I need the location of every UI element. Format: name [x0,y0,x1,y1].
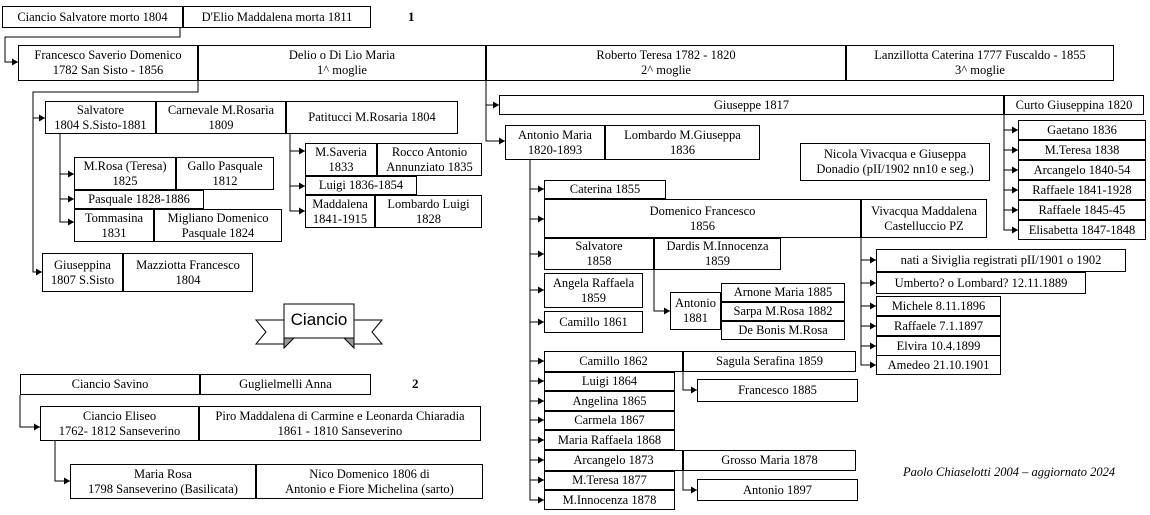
person-box-maddalena-1841 [305,195,375,228]
person-text-line: Ciancio Savino [71,377,149,391]
person-text-line: Piro Maddalena di Carmine e Leonarda Chiaradia [215,408,465,423]
person-box-dardis [654,238,781,270]
person-box-mteresa-1838 [1018,140,1146,160]
person-box-angelina [544,391,675,411]
person-text-line: Camillo 1862 [579,354,648,368]
person-text-line: 1859 [581,290,606,305]
person-box-gallo [176,157,274,190]
person-box-antonio-1897 [697,479,858,501]
connector-line [290,134,305,211]
person-text-line: 1881 [683,311,708,325]
person-text-line: M.Teresa 1877 [572,473,647,487]
person-text-line: M.Teresa 1838 [1044,142,1120,157]
person-box-carmela [544,411,675,430]
person-text-line: Maria Rosa [134,466,192,481]
connector-line [683,471,697,490]
person-box-delio-maddalena [183,6,371,28]
person-box-luigi-1864 [544,372,675,391]
person-text-line: Elisabetta 1847-1848 [1028,222,1136,237]
person-text-line: Angelina 1865 [572,393,647,408]
person-box-grosso [683,450,856,471]
person-text-line: 1812 [212,173,238,188]
person-text-line: Sagula Serafina 1859 [716,354,823,368]
person-box-patitucci [286,101,458,134]
person-text-line: Ciancio Salvatore morto 1804 [17,9,168,24]
person-text-line: Sarpa M.Rosa 1882 [733,304,833,318]
person-text-line: Mazziotta Francesco [136,257,240,272]
person-text-line: Nicola Vivacqua e Giuseppa [823,147,967,161]
person-box-arcangelo-1840 [1018,160,1146,180]
connector-line [1004,115,1018,230]
person-box-mazziotta [123,253,253,292]
person-box-nicola-vivacqua [800,143,990,181]
person-text-line: Migliano Domenico [167,210,269,225]
person-text-line: Pasquale 1824 [181,225,255,240]
person-box-salvatore-1858 [544,238,654,270]
person-box-luigi-1836 [305,176,417,195]
person-text-line: Rocco Antonio [391,144,468,159]
person-text-line: Delio o Di Lio Maria [288,48,396,62]
person-text-line: Roberto Teresa 1782 - 1820 [596,48,736,62]
person-text-line: Lanzillotta Caterina 1777 Fuscaldo - 1855 [874,48,1086,62]
person-text-line: Grosso Maria 1878 [721,453,818,467]
person-text-line: Lombardo Luigi [387,196,470,211]
person-box-arcangelo-1873 [544,450,683,471]
person-box-mteresa-1877 [544,471,675,490]
person-text-line: Lombardo M.Giuseppa [624,127,741,142]
person-text-line: 1831 [101,225,127,240]
person-text-line: Francesco 1885 [738,383,817,397]
person-box-sarpa [721,302,845,321]
person-text-line: Domenico Francesco [649,203,756,218]
person-text-line: Umberto? o Lombard? 12.11.1889 [894,275,1068,290]
person-box-salvatore-1804 [45,101,156,134]
person-box-maria-raffaela [544,430,675,450]
person-box-elisabetta [1018,220,1146,240]
person-text-line: 1820-1893 [527,142,583,157]
person-text-line: Raffaele 7.1.1897 [894,318,983,333]
person-text-line: Arcangelo 1873 [573,453,654,467]
person-text-line: 1828 [416,211,441,226]
person-box-mrosa-teresa [74,157,176,190]
person-box-amedeo [876,355,1001,375]
person-box-sagula [683,351,856,372]
person-text-line: Luigi 1864 [581,374,638,388]
person-text-line: Antonio [675,296,716,310]
person-box-raffaele-1841 [1018,180,1146,200]
author-credit: Paolo Chiaselotti 2004 – aggiornato 2024 [903,465,1116,479]
connector-line [60,134,74,222]
person-box-elvira [876,336,1001,356]
connector-line [530,160,544,500]
person-text-line: Caterina 1855 [569,182,641,196]
person-text-line: Carnevale M.Rosaria [167,102,275,117]
person-text-line: 1833 [328,159,354,174]
person-box-raffaele-1897 [876,316,1001,336]
person-text-line: Patitucci M.Rosaria 1804 [308,110,436,124]
person-box-maria-rosa [70,464,256,499]
person-text-line: Gallo Pasquale [187,158,263,173]
person-text-line: nati a Siviglia registrati pII/1901 o 1902 [900,253,1102,267]
section-label-1: 1 [408,9,415,24]
person-box-francesco-saverio [18,45,198,81]
banner-title: Ciancio [290,310,348,329]
person-text-line: 1809 [208,117,234,132]
person-text-line: 1836 [670,142,695,157]
person-text-line: Tommasina [84,210,144,225]
person-text-line: Guglielmelli Anna [239,377,332,391]
person-box-nati-siviglia [876,249,1126,272]
person-text-line: 3^ moglie [955,63,1005,77]
person-text-line: Giuseppina [54,257,111,272]
person-box-caterina-1855 [544,180,666,199]
connector-line [55,441,70,481]
person-text-line: Gaetano 1836 [1047,122,1117,137]
person-box-ciancio-savino [20,374,200,395]
person-text-line: Vivacqua Maddalena [871,203,977,218]
connector-line [654,270,670,311]
person-box-lombardo-mg [605,125,760,160]
person-box-rocco [377,143,482,176]
person-text-line: De Bonis M.Rosa [738,323,828,337]
person-text-line: Curto Giuseppina 1820 [1015,97,1133,112]
person-box-angela-raffaela [544,273,643,308]
person-box-guglielmelli [200,374,371,395]
person-box-tommasina [74,209,154,242]
person-box-raffaele-1845 [1018,200,1146,220]
person-text-line: Elvira 10.4.1899 [896,338,981,353]
person-text-line: Donadio (pII/1902 nn10 e seg.) [816,162,974,176]
person-box-antonio-1881 [670,292,721,330]
person-box-debonis [721,321,845,340]
person-box-minnocenza [544,490,675,510]
person-text-line: Maria Raffaela 1868 [557,432,662,447]
person-text-line: Nico Domenico 1806 di [309,466,430,481]
person-text-line: Ciancio Eliseo [82,408,157,423]
person-box-lanzillotta [846,45,1114,81]
person-text-line: Castelluccio PZ [884,218,964,233]
person-text-line: Camillo 1861 [559,314,628,329]
person-text-line: 1782 San Sisto - 1856 [52,63,164,77]
person-box-carnevale [156,101,286,134]
person-text-line: 1859 [705,254,730,268]
person-text-line: Angela Raffaela [552,275,635,290]
person-text-line: Amedeo 21.10.1901 [887,357,990,372]
person-box-michele [876,296,1001,316]
person-box-curto [1004,95,1144,115]
person-text-line: 1798 Sanseverino (Basilicata) [88,481,238,496]
person-text-line: Michele 8.11.1896 [891,298,986,313]
person-text-line: Salvatore [76,102,125,117]
person-text-line: Dardis M.Innocenza [666,239,769,253]
connector-line [33,118,42,272]
person-text-line: Luigi 1836-1854 [318,178,404,192]
person-box-giuseppe-1817 [499,95,1004,115]
connector-line [20,395,40,427]
person-text-line: 1807 S.Sisto [50,272,115,287]
person-box-umberto [876,272,1086,294]
person-text-line: Giuseppe 1817 [713,97,790,112]
person-box-ciancio-eliseo [40,406,199,441]
person-box-pasquale [74,190,204,209]
person-text-line: 1856 [690,218,715,233]
person-box-nico [256,464,483,499]
person-text-line: Antonio 1897 [742,482,813,497]
person-text-line: 1841-1915 [312,211,368,226]
person-text-line: Maddalena [312,196,368,211]
person-box-lombardo-luigi [375,195,482,228]
person-box-piro [199,406,481,441]
person-text-line: 1804 [175,272,201,287]
person-text-line: Raffaele 1845-45 [1038,202,1126,217]
person-text-line: Annunziato 1835 [386,159,473,174]
person-text-line: Arcangelo 1840-54 [1033,162,1131,177]
person-box-domenico-francesco [544,199,861,238]
person-box-camillo-1861 [544,311,643,333]
person-text-line: 1^ moglie [317,63,367,77]
person-text-line: 1861 - 1810 Sanseverino [277,423,403,438]
person-box-ciancio-salvatore [2,6,183,28]
person-box-roberto-teresa [486,45,846,81]
person-text-line: 1762- 1812 Sanseverino [58,423,181,438]
person-box-antonio-maria [505,125,605,160]
person-text-line: Pasquale 1828-1886 [88,192,190,206]
section-label-2: 2 [412,376,419,391]
person-text-line: M.Rosa (Teresa) [83,158,167,173]
person-text-line: Carmela 1867 [574,413,645,427]
person-text-line: 1825 [112,173,138,188]
person-box-delio-maria [198,45,486,81]
person-text-line: M.Innocenza 1878 [562,492,657,507]
person-text-line: Salvatore [575,239,623,253]
connector-line [683,372,697,390]
person-box-arnone [721,283,845,302]
person-text-line: Arnone Maria 1885 [733,285,833,299]
person-text-line: Raffaele 1841-1928 [1032,182,1132,197]
person-text-line: Antonio e Fiore Michelina (sarto) [285,481,454,496]
person-text-line: Francesco Saverio Domenico [34,48,182,62]
person-text-line: D'Elio Maddalena morta 1811 [201,9,353,24]
person-text-line: 1804 S.Sisto-1881 [54,117,147,132]
person-box-gaetano [1018,120,1146,140]
person-text-line: M.Saveria [315,144,367,159]
person-text-line: 2^ moglie [641,63,691,77]
person-box-francesco-1885 [697,379,858,402]
person-box-msaveria [305,143,377,176]
person-box-vivacqua-maddalena [861,199,987,238]
person-box-camillo-1862 [544,351,683,372]
person-text-line: Antonio Maria [518,127,592,142]
person-box-giuseppina-1807 [42,253,123,292]
person-box-migliano [154,209,282,242]
person-text-line: 1858 [586,254,612,268]
